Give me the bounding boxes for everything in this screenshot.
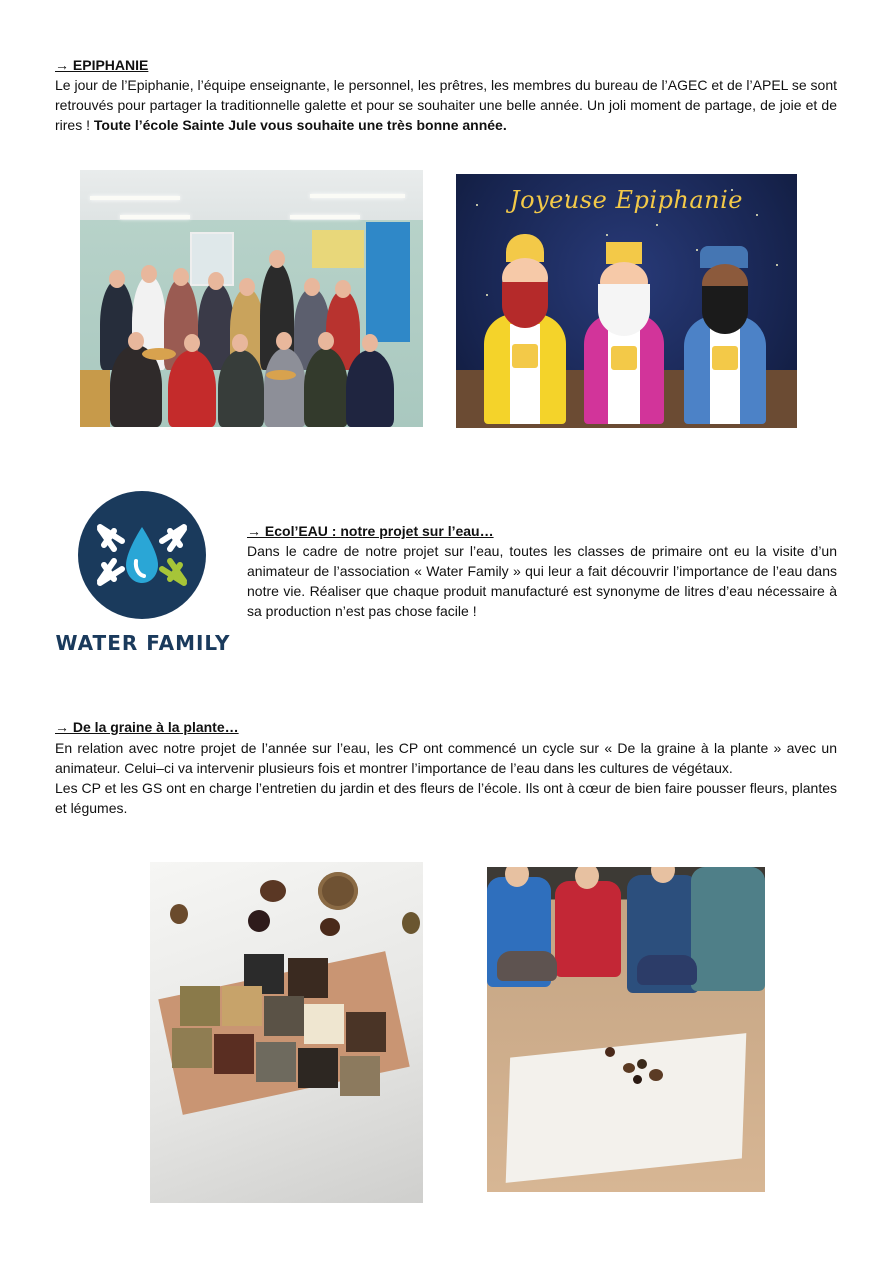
epiphanie-paragraph xyxy=(55,75,837,135)
graine-heading: → De la graine à la plante… xyxy=(55,719,239,735)
seeds-board-photo xyxy=(150,862,423,1203)
king-blue-figure xyxy=(684,246,766,424)
water-family-emblem xyxy=(78,491,206,619)
children-activity-photo xyxy=(487,867,765,1192)
epiphanie-text-bold: Toute l’école Sainte Jule vous souhaite une très bonne année. xyxy=(93,117,507,133)
epiphanie-text: Le jour de l’Epiphanie, l’équipe enseignante, le personnel, les prêtres, les membres du bureau de l’AGEC et de l’APEL se sont retrouvés pour partager la traditionnelle galette et pour se souhaiter une belle année. Un joli moment de partage, de joie et de rires ! xyxy=(55,77,837,133)
king-gold-figure xyxy=(484,234,566,424)
graine-paragraph-2: Les CP et les GS ont en charge l’entretien du jardin et des fleurs de l’école. Ils ont à cœur de bien faire pousser fleurs, plantes et légumes. xyxy=(55,780,837,816)
staff-group-photo xyxy=(80,170,423,427)
graine-paragraph-1: En relation avec notre projet de l’année sur l’eau, les CP ont commencé un cycle sur « De la graine à la plante » avec un animateur. Celui–ci va intervenir plusieurs fois et montrer l’importance de l’eau dans les cultures de végétaux. xyxy=(55,740,837,776)
joyeuse-epiphanie-banner: Joyeuse Epiphanie xyxy=(510,186,743,214)
ecoleau-heading: → Ecol’EAU : notre projet sur l’eau… xyxy=(247,523,494,539)
epiphanie-heading: → EPIPHANIE xyxy=(55,57,149,73)
king-white-figure xyxy=(584,242,664,424)
joyeuse-epiphanie-illustration xyxy=(456,174,797,428)
snowflake-water-drop-icon xyxy=(78,491,206,619)
water-family-logo xyxy=(55,490,231,656)
ecoleau-paragraph: Dans le cadre de notre projet sur l’eau, toutes les classes de primaire ont eu la visite d’un animateur de l’association « Water Family » qui leur a fait découvrir l’importance de l’eau dans notre vie. Réaliser que chaque produit manufacturé est synonyme de litres d’eau nécessaire à sa production n’est pas chose facile ! xyxy=(247,543,837,619)
water-family-wordmark: WATER FAMILY xyxy=(55,631,231,655)
